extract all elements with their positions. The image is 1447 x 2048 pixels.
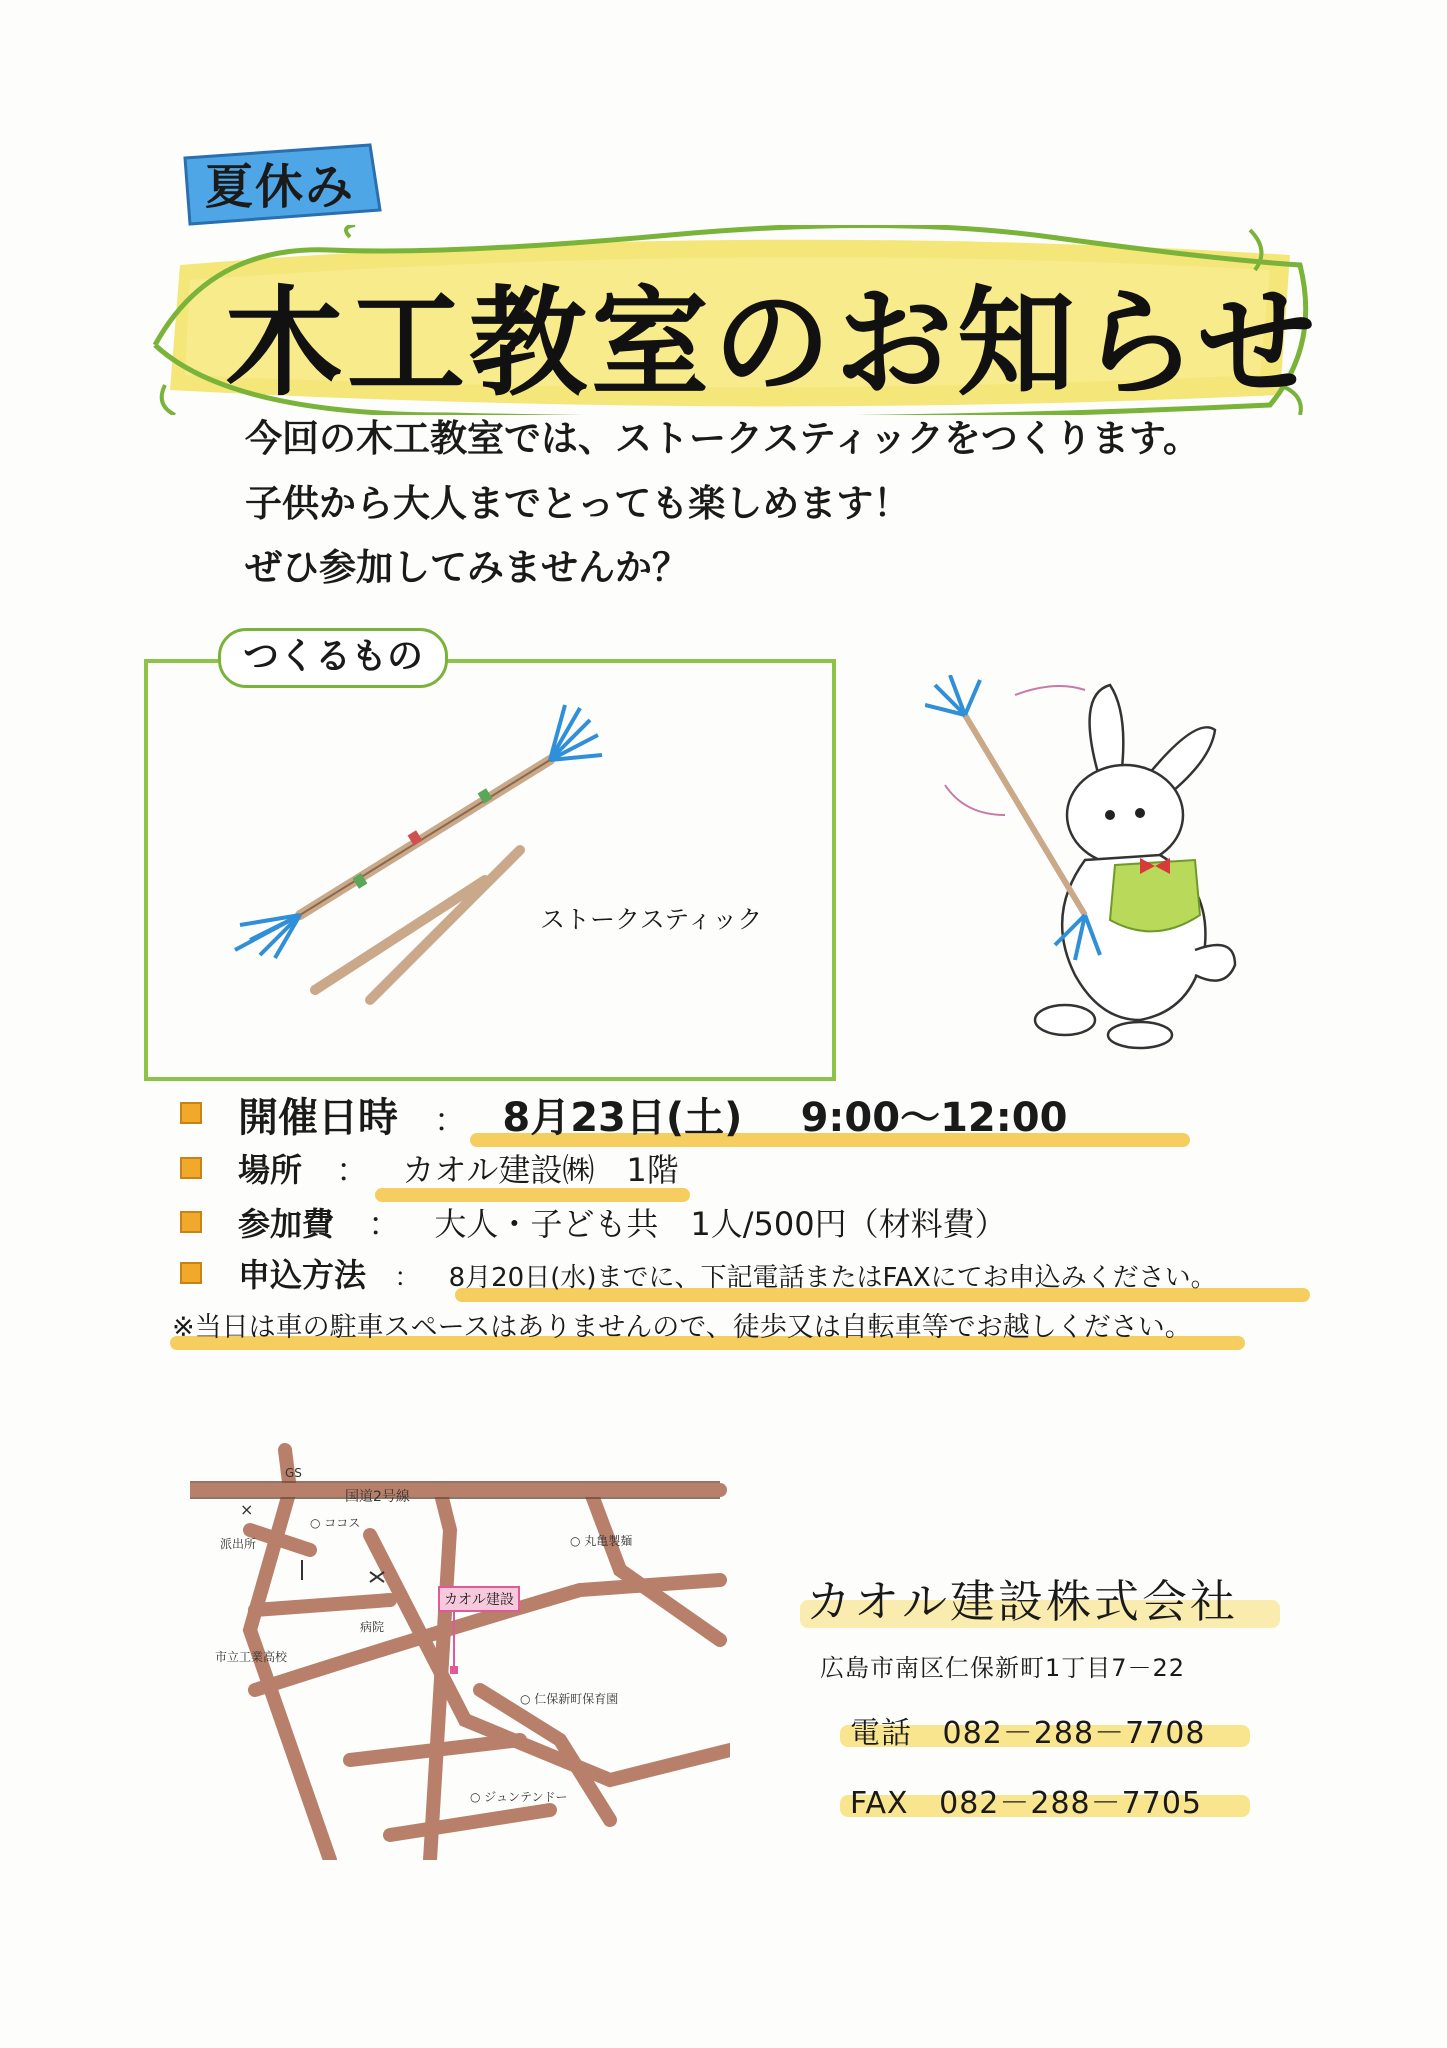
parking-note: ※当日は車の駐車スペースはありませんので、徒歩又は自転車等でお越しください。 xyxy=(172,1312,1192,1343)
event-date: 8月23日(土) xyxy=(502,1095,743,1141)
map-label-police: 派出所 xyxy=(220,1537,257,1551)
apply-value: 8月20日(水)までに、下記電話またはFAXにてお申込みください。 xyxy=(448,1263,1217,1293)
map-label-juntendo: ○ ジュンテンドー xyxy=(470,1790,568,1804)
bullet-icon xyxy=(180,1157,202,1179)
phone-row xyxy=(850,1708,1205,1752)
company-name: カオル建設株式会社 xyxy=(806,1575,1239,1628)
date-label: 開催日時 xyxy=(238,1095,398,1141)
apply-sep: ： xyxy=(394,1263,421,1293)
detail-fee-row xyxy=(238,1199,1007,1245)
fee-label: 参加費 xyxy=(238,1205,335,1243)
map-label-nursery: ○ 仁保新町保育園 xyxy=(520,1692,619,1706)
detail-date-row xyxy=(238,1086,1067,1143)
fee-value: 大人・子ども共 1人/500円（材料費） xyxy=(434,1205,1007,1243)
page-title: 木工教室のお知らせ xyxy=(225,274,1320,412)
craft-item-label: ストークスティック xyxy=(540,905,763,934)
place-sep: ： xyxy=(336,1151,369,1189)
detail-place-row xyxy=(238,1145,679,1191)
map-label-road: 国道2号線 xyxy=(345,1489,410,1505)
event-time: 9:00～12:00 xyxy=(800,1095,1068,1141)
fax-row xyxy=(850,1778,1202,1822)
tel-number: 082－288－7708 xyxy=(942,1716,1206,1751)
bullet-icon xyxy=(180,1262,202,1284)
rabbit-illustration xyxy=(925,675,1255,1050)
police-box-icon: × xyxy=(240,1500,254,1519)
ribbon-text: 夏休み xyxy=(205,159,356,215)
bullet-icon xyxy=(180,1211,202,1233)
map-label-school: 市立工業高校 xyxy=(215,1650,288,1664)
map-pin-kaoru: カオル建設 xyxy=(438,1586,520,1612)
map-label-gs: GS xyxy=(285,1466,302,1480)
intro-line-3: ぜひ参加してみませんか？ xyxy=(245,546,689,589)
place-value: カオル建設㈱ 1階 xyxy=(402,1151,679,1189)
blue-tassel-bottom xyxy=(235,915,300,958)
detail-apply-row xyxy=(238,1250,1217,1296)
intro-line-2: 子供から大人までとっても楽しめます！ xyxy=(245,482,911,525)
tel-label: 電話 xyxy=(850,1716,912,1751)
place-label: 場所 xyxy=(238,1151,303,1189)
blue-tassel-top xyxy=(550,705,602,760)
fee-sep: ： xyxy=(368,1205,401,1243)
bullet-icon xyxy=(180,1102,202,1124)
apply-label: 申込方法 xyxy=(238,1256,367,1294)
map-label-hospital: 病院 xyxy=(360,1620,385,1634)
date-sep: ： xyxy=(434,1101,467,1139)
company-address: 広島市南区仁保新町1丁目7－22 xyxy=(820,1654,1186,1682)
map-label-marugame: ○ 丸亀製麺 xyxy=(570,1534,633,1548)
intro-line-1: 今回の木工教室では、ストークスティックをつくります。 xyxy=(245,417,1200,460)
fax-label: FAX xyxy=(850,1786,909,1821)
craft-tag: つくるもの xyxy=(218,628,448,688)
fax-number: 082－288－7705 xyxy=(939,1786,1202,1821)
stalk-stick-illustration xyxy=(220,700,620,1030)
map-label-coco: ○ ココス xyxy=(310,1516,361,1530)
